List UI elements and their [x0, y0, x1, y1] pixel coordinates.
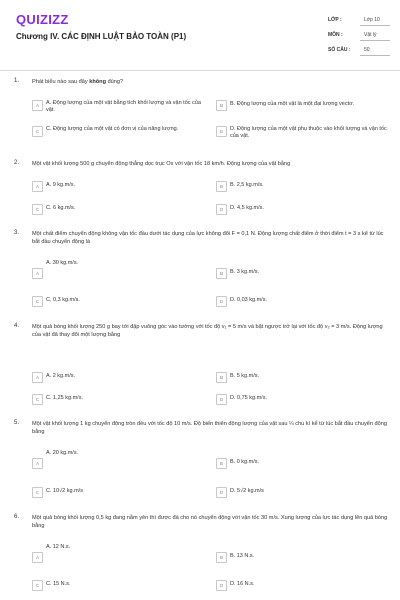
- option-text: C. 10√2 kg.m/s: [46, 488, 83, 494]
- option-text: D. 16 N.s.: [230, 581, 255, 587]
- option-text: A. 9 kg.m/s.: [46, 182, 76, 188]
- option-text: A. 30 kg.m/s.: [46, 260, 79, 266]
- option-box[interactable]: C: [32, 126, 43, 137]
- option-text: B. 0 kg.m/s.: [230, 459, 260, 465]
- subject-underline: [360, 40, 390, 41]
- subject-value: Vật lý: [364, 32, 377, 38]
- option-text: B. 3 kg.m/s.: [230, 269, 260, 275]
- option-box[interactable]: A: [32, 458, 43, 469]
- question-text: [32, 78, 388, 86]
- option-box[interactable]: D: [216, 126, 227, 137]
- option-box[interactable]: A: [32, 181, 43, 192]
- option-text: B. 13 N.s.: [230, 553, 255, 559]
- question-text: Một quả bóng khối lượng 0,5 kg đang nằm yên thì được đá cho nó chuyển động với vận tốc 30 m/s. Xung lượng của lực tác dụng lên quả bóng bằng: [32, 515, 388, 529]
- option-box[interactable]: C: [32, 580, 43, 591]
- option-text: D. Động lượng của một vật phụ thuộc vào khối lượng và vận tốc của vật.: [230, 126, 387, 139]
- question-number: 5.: [14, 420, 20, 426]
- option-box[interactable]: A: [32, 268, 43, 279]
- subject-label: MÔN :: [328, 32, 343, 38]
- grade-underline: [360, 25, 390, 26]
- question-text-post: đúng?: [106, 79, 124, 85]
- option-text: D. 0,75 kg.m/s.: [230, 395, 267, 401]
- worksheet-header: [0, 0, 400, 68]
- question-number: 2.: [14, 160, 20, 166]
- option-box[interactable]: B: [216, 100, 227, 111]
- option-box[interactable]: D: [216, 580, 227, 591]
- option-box[interactable]: B: [216, 552, 227, 563]
- header-divider: [0, 70, 400, 71]
- option-box[interactable]: C: [32, 204, 43, 215]
- option-text: B. 5 kg.m/s.: [230, 373, 260, 379]
- question-text: Một quả bóng khối lượng 250 g bay tới đập vuông góc vào tường với tốc độ v₁ = 5 m/s và bật ngược trở lại với tốc độ v₂ = 3 m/s. Động lượng của vật đã thay đổi một lượng bằng: [32, 324, 383, 338]
- question-text: Một chất điểm chuyển động không vận tốc đầu dưới tác dụng của lực không đổi F = 0,1 N. Động lượng chất điểm ở thời điểm t = 3 s kể từ lúc bắt đầu chuyển động là: [32, 231, 384, 245]
- option-box[interactable]: B: [216, 268, 227, 279]
- count-value: 50: [364, 47, 370, 53]
- option-box[interactable]: C: [32, 487, 43, 498]
- option-box[interactable]: A: [32, 552, 43, 563]
- option-box[interactable]: C: [32, 296, 43, 307]
- option-text: C. 1,25 kg.m/s.: [46, 395, 83, 401]
- question-text-pre: Phát biểu nào sau đây: [32, 79, 90, 85]
- option-box[interactable]: D: [216, 394, 227, 405]
- question-number: 3.: [14, 230, 20, 236]
- option-box[interactable]: A: [32, 372, 43, 383]
- option-box[interactable]: D: [216, 204, 227, 215]
- count-label: SỐ CÂU :: [328, 47, 351, 53]
- question-number: 6.: [14, 514, 20, 520]
- count-underline: [360, 55, 390, 56]
- worksheet-title: Chương IV. CÁC ĐỊNH LUẬT BẢO TOÀN (P1): [16, 32, 187, 41]
- option-text: D. 0,03 kg.m/s.: [230, 297, 267, 303]
- option-text: D. 4,5 kg.m/s.: [230, 205, 264, 211]
- option-box[interactable]: C: [32, 394, 43, 405]
- grade-value: Lớp 10: [364, 17, 380, 23]
- option-text: C. Động lượng của một vật có đơn vị của năng lượng.: [46, 126, 179, 132]
- question-text-bold: không: [89, 79, 107, 85]
- question-text: Một vật khối lượng 500 g chuyển động thẳng dọc trục Ox với vận tốc 18 km/h. Động lượng của vật bằng: [32, 161, 291, 167]
- option-text: A. 2 kg.m/s.: [46, 373, 76, 379]
- option-text: A. 20 kg.m/s.: [46, 450, 79, 456]
- option-text: C. 6 kg.m/s.: [46, 205, 76, 211]
- option-text: B. Động lượng của một vật là một đại lượng vectơ.: [230, 101, 355, 107]
- question-number: 1.: [14, 78, 20, 84]
- question-number: 4.: [14, 323, 20, 329]
- quizizz-logo: QUIZIZZ: [16, 12, 69, 27]
- grade-label: LỚP :: [328, 17, 342, 23]
- option-box[interactable]: D: [216, 296, 227, 307]
- option-text: D. 5√2 kg.m/s: [230, 488, 264, 494]
- option-box[interactable]: B: [216, 372, 227, 383]
- question-text: Một vật khối lượng 1 kg chuyển động tròn đều với tốc độ 10 m/s. Độ biến thiên động lượng của vật sau ¼ chu kì kể từ lúc bắt đầu chuyển động bằng: [32, 421, 387, 435]
- option-text: A. 12 N.s.: [46, 544, 71, 550]
- option-box[interactable]: B: [216, 458, 227, 469]
- option-text: C. 0,3 kg.m/s.: [46, 297, 80, 303]
- option-box[interactable]: A: [32, 100, 43, 111]
- option-box[interactable]: D: [216, 487, 227, 498]
- option-text: B. 2,5 kg.m/s.: [230, 182, 264, 188]
- option-text: C. 15 N.s.: [46, 581, 71, 587]
- option-text: A. Động lượng của một vật bằng tích khối lượng và vận tốc của vật.: [46, 100, 201, 113]
- option-box[interactable]: B: [216, 181, 227, 192]
